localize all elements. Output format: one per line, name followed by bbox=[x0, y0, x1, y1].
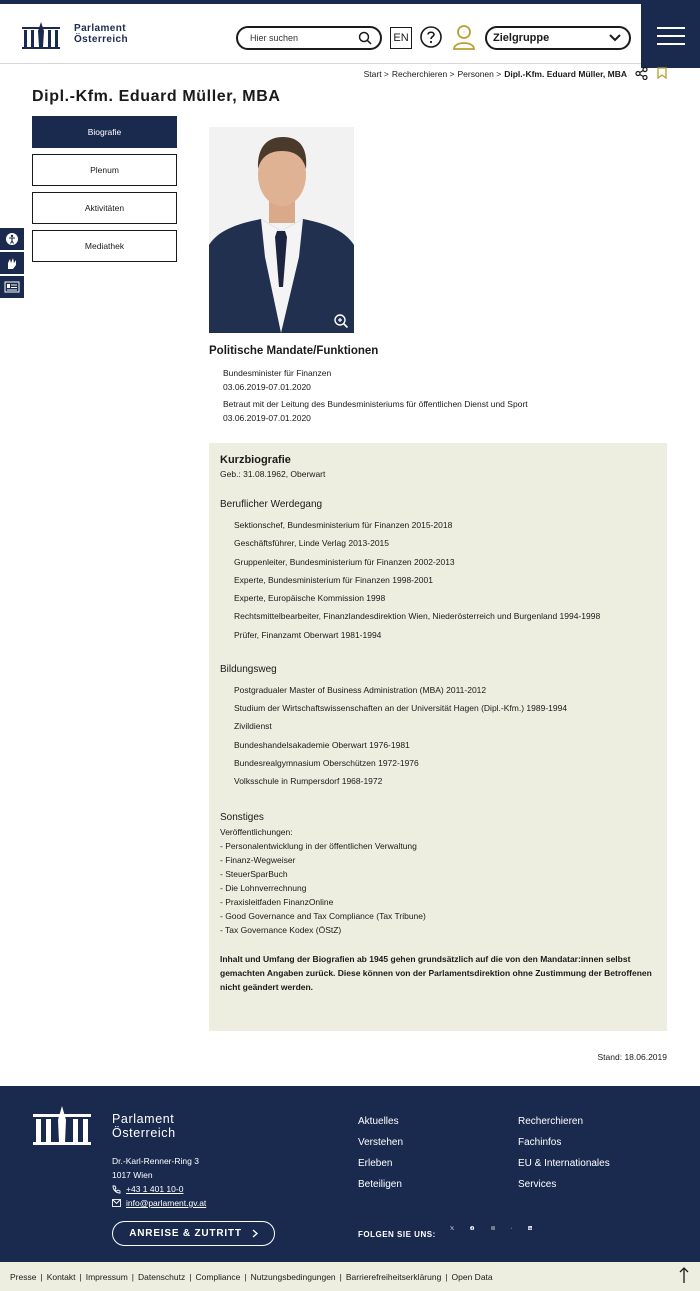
misc-item: - Die Lohnverrechnung bbox=[220, 883, 307, 894]
bio-disclaimer: Inhalt und Umfang der Biografien ab 1945 gehen grundsätzlich auf die von den Mandatar:innen selbst gemachten Angaben zurück. Diese können von der Parlamentsdirektion ohne Zustimmung der Betroffenen nicht geändert werden. bbox=[220, 954, 652, 993]
x-icon[interactable] bbox=[450, 1226, 454, 1230]
follow-us-label: FOLGEN SIE UNS: bbox=[358, 1230, 436, 1239]
footer-link[interactable]: EU & Internationales bbox=[518, 1158, 610, 1169]
footer-name bbox=[112, 1112, 176, 1140]
share-icon[interactable] bbox=[635, 67, 648, 80]
career-item: Experte, Bundesministerium für Finanzen 1998-2001 bbox=[234, 574, 433, 585]
portrait-image bbox=[209, 127, 354, 333]
separator: | bbox=[445, 1271, 448, 1282]
misc-item: - Tax Governance Kodex (ÖStZ) bbox=[220, 925, 342, 936]
easy-language-button[interactable] bbox=[0, 276, 24, 298]
accessibility-icon bbox=[5, 232, 19, 246]
education-list bbox=[220, 685, 656, 786]
education-item: Bundesrealgymnasium Oberschützen 1972-1976 bbox=[234, 757, 419, 768]
mandate-item bbox=[223, 398, 528, 425]
tab-aktivitaeten[interactable]: Aktivitäten bbox=[32, 192, 177, 224]
separator: | bbox=[79, 1271, 82, 1282]
separator: | bbox=[339, 1271, 342, 1282]
career-item: Gruppenleiter, Bundesministerium für Finanzen 2002-2013 bbox=[234, 556, 455, 567]
separator: | bbox=[40, 1271, 43, 1282]
separator: | bbox=[131, 1271, 134, 1282]
legal-link-barrierefreiheit[interactable]: Barrierefreiheitserklärung bbox=[345, 1271, 442, 1282]
email-row bbox=[112, 1196, 206, 1210]
career-list bbox=[220, 520, 656, 640]
mandate-period: 03.06.2019-07.01.2020 bbox=[223, 381, 311, 392]
search-box bbox=[236, 26, 382, 50]
hamburger-bar bbox=[657, 43, 685, 45]
misc-item: - Good Governance and Tax Compliance (Tax Tribune) bbox=[220, 911, 426, 922]
easy-language-icon bbox=[4, 280, 20, 294]
parliament-logo-icon bbox=[22, 19, 60, 49]
bookmark-icon[interactable] bbox=[657, 67, 667, 79]
breadcrumb-persons[interactable]: Personen > bbox=[457, 69, 502, 79]
chevron-down-icon bbox=[609, 34, 621, 42]
tab-plenum[interactable]: Plenum bbox=[32, 154, 177, 186]
education-item: Studium der Wirtschaftswissenschaften an der Universität Hagen (Dipl.-Kfm.) 1989-1994 bbox=[234, 703, 568, 714]
search-input[interactable] bbox=[250, 33, 358, 43]
youtube-icon[interactable] bbox=[511, 1226, 512, 1230]
education-item: Postgradualer Master of Business Administration (MBA) 2011-2012 bbox=[234, 684, 487, 695]
phone-link[interactable]: +43 1 401 10-0 bbox=[126, 1184, 184, 1194]
breadcrumb-research[interactable]: Recherchieren > bbox=[391, 69, 455, 79]
misc-item: - Praxisleitfaden FinanzOnline bbox=[220, 897, 334, 908]
mandates-title: Politische Mandate/Funktionen bbox=[209, 345, 379, 357]
legal-link-nutzungsbedingungen[interactable]: Nutzungsbedingungen bbox=[250, 1271, 336, 1282]
mandates-list bbox=[223, 367, 528, 429]
audience-select[interactable] bbox=[485, 26, 631, 50]
legal-link-presse[interactable]: Presse bbox=[10, 1271, 37, 1282]
legal-link-compliance[interactable]: Compliance bbox=[195, 1271, 241, 1282]
sign-language-icon bbox=[5, 256, 19, 270]
accessibility-bar bbox=[0, 228, 24, 300]
person-tabs bbox=[32, 116, 177, 268]
arrow-up-icon[interactable] bbox=[678, 1266, 690, 1284]
career-item: Prüfer, Finanzamt Oberwart 1981-1994 bbox=[234, 629, 382, 640]
search-icon[interactable] bbox=[358, 31, 372, 45]
footer-address bbox=[112, 1154, 206, 1210]
misc-title: Sonstiges bbox=[220, 812, 264, 824]
breadcrumb-start[interactable]: Start > bbox=[363, 69, 389, 79]
site-header bbox=[0, 0, 700, 64]
footer-link[interactable]: Recherchieren bbox=[518, 1116, 584, 1127]
education-item: Bundeshandelsakademie Oberwart 1976-1981 bbox=[234, 739, 410, 750]
sign-language-button[interactable] bbox=[0, 252, 24, 274]
bio-title: Kurzbiografie bbox=[220, 454, 291, 466]
education-item: Zivildienst bbox=[234, 721, 272, 732]
zoom-icon[interactable] bbox=[333, 313, 349, 329]
footer-nav-1 bbox=[358, 1111, 403, 1195]
legal-link-kontakt[interactable]: Kontakt bbox=[46, 1271, 76, 1282]
footer-link[interactable]: Erleben bbox=[358, 1158, 393, 1169]
mail-icon bbox=[112, 1199, 121, 1207]
footer-link[interactable]: Fachinfos bbox=[518, 1137, 562, 1148]
tab-biografie[interactable]: Biografie bbox=[32, 116, 177, 148]
footer-name-line2: Österreich bbox=[112, 1126, 176, 1140]
instagram-icon[interactable] bbox=[491, 1226, 495, 1230]
portrait-photo[interactable] bbox=[209, 127, 354, 333]
phone-row bbox=[112, 1182, 206, 1196]
logo-line2: Österreich bbox=[74, 34, 129, 45]
footer-link[interactable]: Beteiligen bbox=[358, 1179, 402, 1190]
career-item: Sektionschef, Bundesministerium für Finanzen 2015-2018 bbox=[234, 520, 453, 530]
main-menu-button[interactable] bbox=[641, 4, 700, 68]
legal-link-impressum[interactable]: Impressum bbox=[85, 1271, 128, 1282]
legal-link-datenschutz[interactable]: Datenschutz bbox=[138, 1271, 186, 1282]
footer-link[interactable]: Aktuelles bbox=[358, 1116, 399, 1127]
short-biography bbox=[209, 443, 667, 1031]
accessibility-button[interactable] bbox=[0, 228, 24, 250]
user-icon[interactable] bbox=[452, 24, 476, 50]
legal-links-bar bbox=[0, 1262, 700, 1291]
birth-info: Geb.: 31.08.1962, Oberwart bbox=[220, 469, 326, 479]
social-links bbox=[450, 1226, 532, 1230]
misc-list bbox=[220, 825, 656, 937]
misc-item: - Personalentwicklung in der öffentlichen Verwaltung bbox=[220, 841, 417, 852]
site-footer bbox=[0, 1086, 700, 1262]
audience-select-label: Zielgruppe bbox=[493, 32, 550, 44]
phone-icon bbox=[112, 1185, 121, 1194]
linkedin-icon[interactable] bbox=[528, 1226, 532, 1230]
email-link[interactable]: info@parlament.gv.at bbox=[126, 1198, 207, 1208]
hamburger-bar bbox=[657, 27, 685, 29]
footer-nav-2 bbox=[518, 1111, 610, 1195]
misc-item: - SteuerSparBuch bbox=[220, 869, 288, 880]
separator: | bbox=[189, 1271, 192, 1282]
directions-button[interactable] bbox=[112, 1221, 275, 1246]
help-icon[interactable] bbox=[420, 26, 442, 48]
career-item: Geschäftsführer, Linde Verlag 2013-2015 bbox=[234, 538, 389, 549]
mandate-period: 03.06.2019-07.01.2020 bbox=[223, 412, 311, 423]
address-street: Dr.-Karl-Renner-Ring 3 bbox=[112, 1156, 199, 1166]
hamburger-bar bbox=[657, 35, 685, 37]
mandate-role: Bundesminister für Finanzen bbox=[223, 368, 332, 378]
mandate-item bbox=[223, 367, 528, 394]
separator: | bbox=[244, 1271, 247, 1282]
mandate-role: Betraut mit der Leitung des Bundesministeriums für öffentlichen Dienst und Sport bbox=[223, 399, 528, 409]
chevron-right-icon bbox=[252, 1229, 258, 1238]
facebook-icon[interactable] bbox=[470, 1226, 474, 1230]
breadcrumb bbox=[364, 69, 627, 79]
parliament-logo[interactable] bbox=[22, 19, 128, 49]
career-title: Beruflicher Werdegang bbox=[220, 499, 323, 510]
directions-button-label: ANREISE & ZUTRITT bbox=[129, 1228, 242, 1239]
parliament-logo-icon[interactable] bbox=[33, 1103, 91, 1145]
misc-item: Veröffentlichungen: bbox=[220, 827, 293, 838]
address-city: 1017 Wien bbox=[112, 1170, 153, 1180]
language-switch[interactable]: EN bbox=[390, 27, 412, 49]
footer-name-line1: Parlament bbox=[112, 1112, 175, 1126]
footer-link[interactable]: Services bbox=[518, 1179, 557, 1190]
page-title: Dipl.-Kfm. Eduard Müller, MBA bbox=[32, 88, 281, 105]
education-item: Volksschule in Rumpersdorf 1968-1972 bbox=[234, 776, 383, 787]
breadcrumb-current: Dipl.-Kfm. Eduard Müller, MBA bbox=[504, 69, 627, 79]
last-updated: Stand: 18.06.2019 bbox=[597, 1052, 667, 1062]
logo-line1: Parlament bbox=[74, 23, 126, 34]
career-item: Rechtsmittelbearbeiter, Finanzlandesdirektion Wien, Niederösterreich und Burgenland 1994-1998 bbox=[234, 611, 601, 622]
education-title: Bildungsweg bbox=[220, 663, 277, 675]
career-item: Experte, Europäische Kommission 1998 bbox=[234, 593, 386, 604]
legal-link-open-data[interactable]: Open Data bbox=[451, 1271, 493, 1282]
footer-link[interactable]: Verstehen bbox=[358, 1137, 404, 1148]
misc-item: - Finanz-Wegweiser bbox=[220, 855, 296, 866]
tab-mediathek[interactable]: Mediathek bbox=[32, 230, 177, 262]
